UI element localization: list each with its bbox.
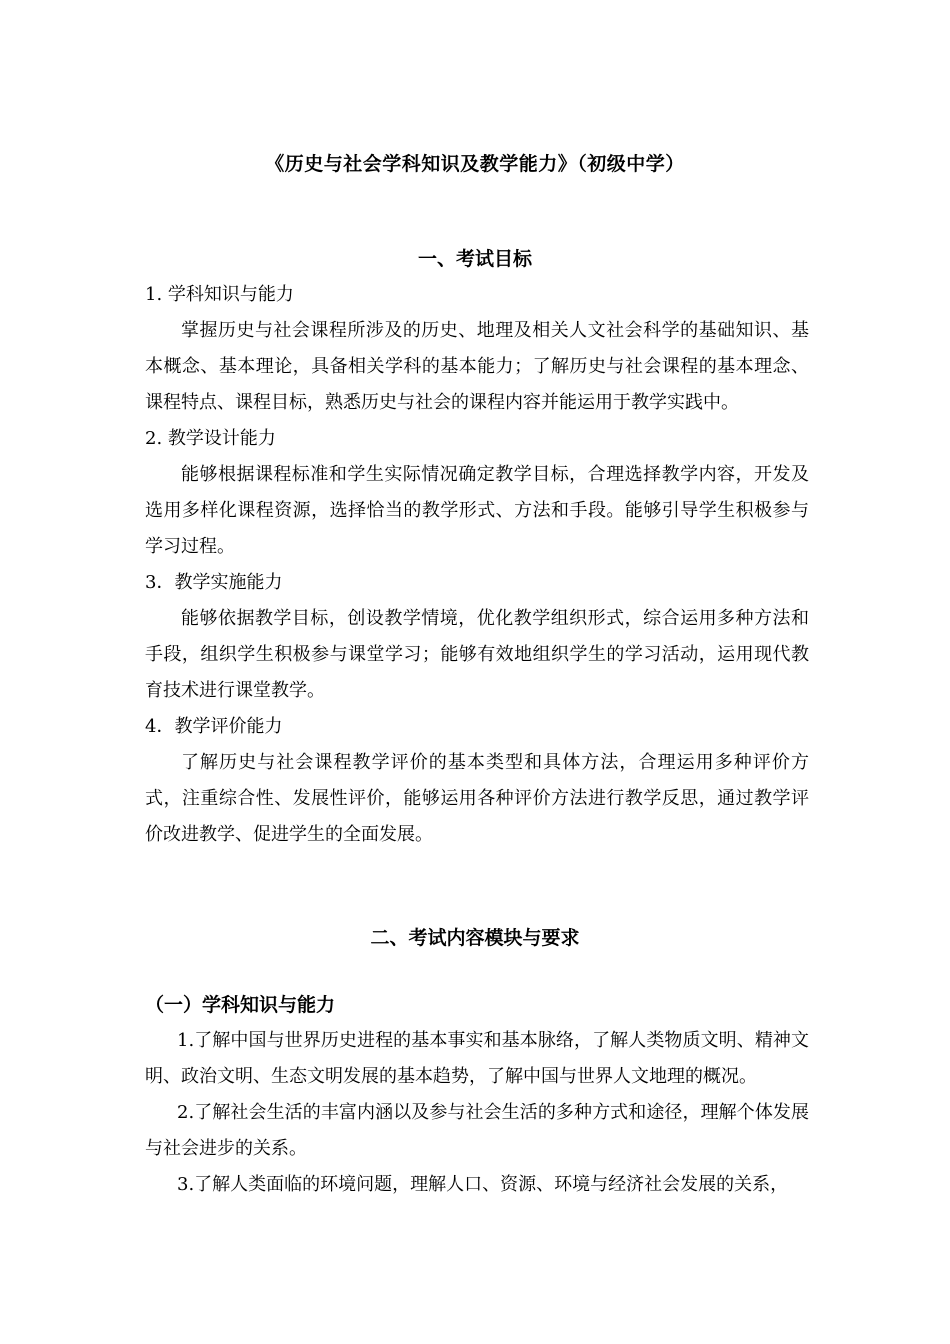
section-heading-exam-objectives: 一、考试目标 [417, 248, 532, 270]
objective-body-3: 能够依据教学目标，创设教学情境，优化教学组织形式，综合运用多种方法和手段，组织学生积极参与课堂学习；能够有效地组织学生的学习活动，运用现代教育技术进行课堂教学。 [145, 608, 809, 701]
objective-title-4: 4．教学评价能力 [145, 716, 283, 737]
objective-title-3: 3．教学实施能力 [145, 572, 283, 593]
exam-objectives-list [145, 277, 809, 853]
content-modules-list [145, 987, 809, 1203]
content-item-3: 3.了解人类面临的环境问题，理解人口、资源、环境与经济社会发展的关系， [177, 1174, 789, 1195]
objective-body-4: 了解历史与社会课程教学评价的基本类型和具体方法，合理运用多种评价方式，注重综合性、发展性评价，能够运用各种评价方法进行教学反思，通过教学评价改进教学、促进学生的全面发展。 [145, 752, 809, 845]
document-title: 《历史与社会学科知识及教学能力》（初级中学） [265, 153, 685, 175]
subsection-heading-knowledge: （一）学科知识与能力 [145, 994, 336, 1016]
objective-title-1: 1. 学科知识与能力 [145, 284, 294, 305]
objective-body-1: 掌握历史与社会课程所涉及的历史、地理及相关人文社会科学的基础知识、基本概念、基本理论，具备相关学科的基本能力；了解历史与社会课程的基本理念、课程特点、课程目标，熟悉历史与社会的课程内容并能运用于教学实践中。 [145, 320, 809, 413]
content-item-1: 1.了解中国与世界历史进程的基本事实和基本脉络，了解人类物质文明、精神文明、政治文明、生态文明发展的基本趋势，了解中国与世界人文地理的概况。 [145, 1030, 809, 1087]
objective-body-2: 能够根据课程标准和学生实际情况确定教学目标，合理选择教学内容，开发及选用多样化课程资源，选择恰当的教学形式、方法和手段。能够引导学生积极参与学习过程。 [145, 464, 809, 557]
section-heading-content-modules: 二、考试内容模块与要求 [370, 927, 580, 949]
content-item-2: 2.了解社会生活的丰富内涵以及参与社会生活的多种方式和途径，理解个体发展与社会进步的关系。 [145, 1102, 809, 1159]
objective-title-2: 2. 教学设计能力 [145, 428, 276, 449]
